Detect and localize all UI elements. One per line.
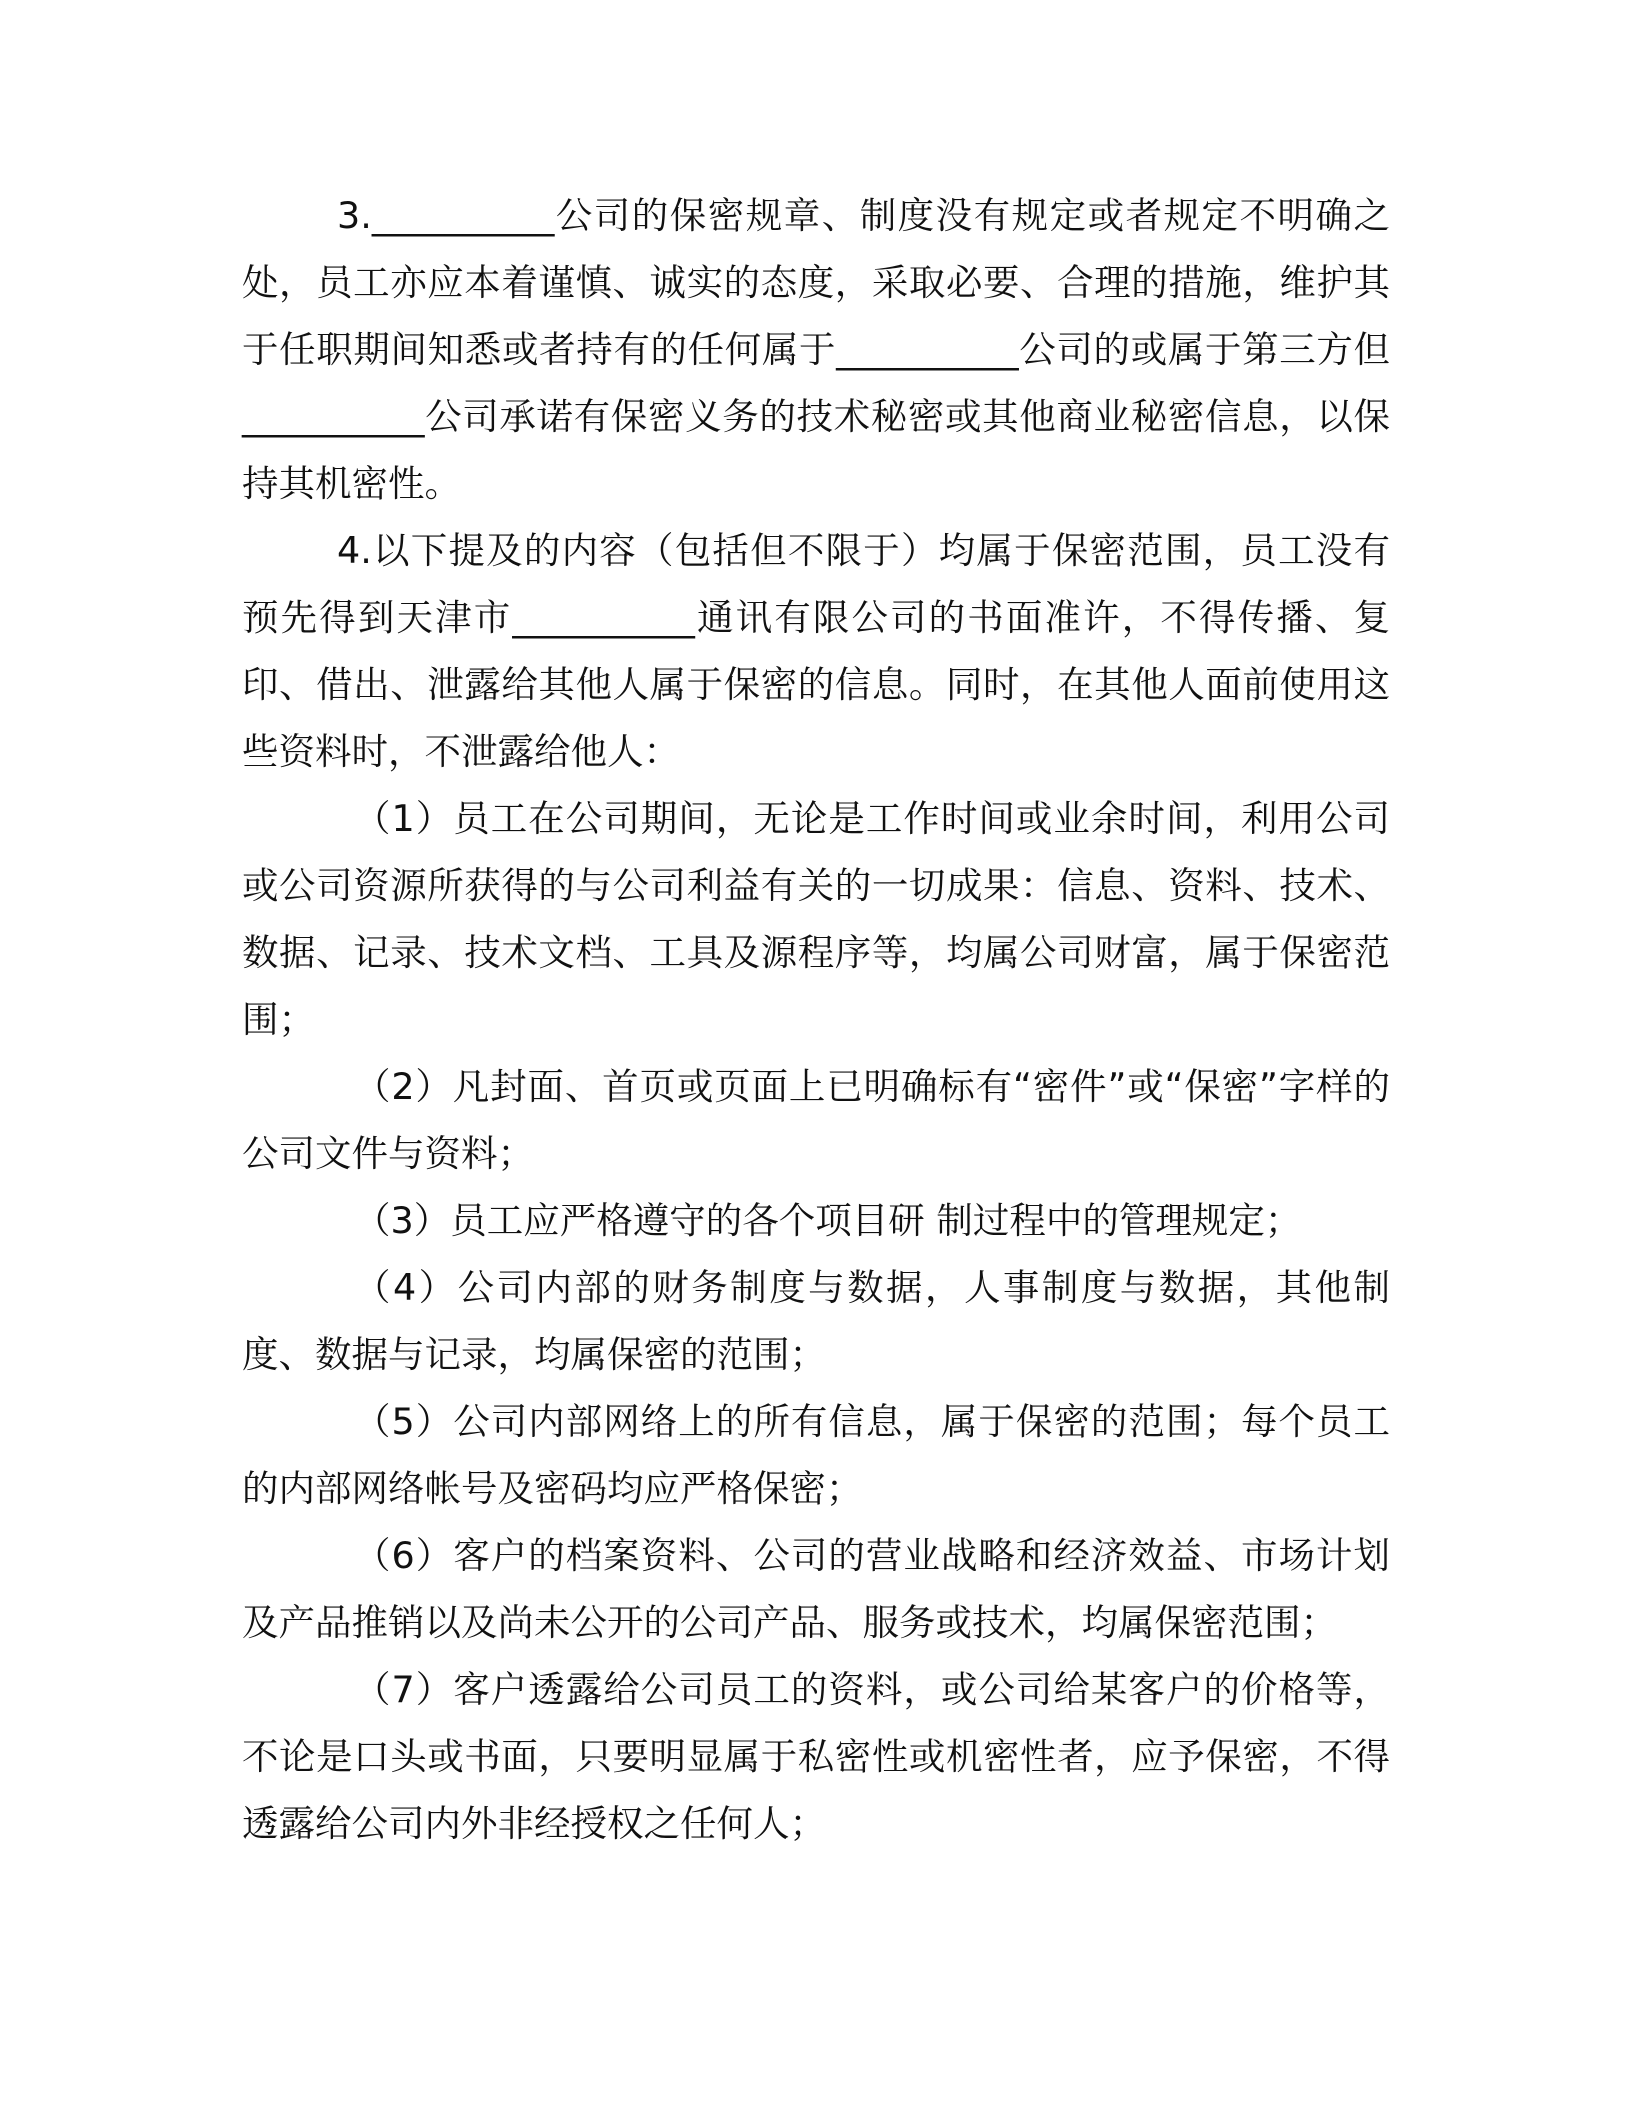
paragraph-clause-4: 4.以下提及的内容（包括但不限于）均属于保密范围，员工没有预先得到天津市__________通讯有限公司的书面准许，不得传播、复印、借出、泄露给其他人属于保密的信息。同时，在其他人面前使用这些资料时，不泄露给他人： <box>242 529 1390 773</box>
paragraph-item-3: （3）员工应严格遵守的各个项目研 制过程中的管理规定； <box>354 1199 1302 1242</box>
paragraph-clause-3: 3.__________公司的保密规章、制度没有规定或者规定不明确之处，员工亦应本着谨慎、诚实的态度，采取必要、合理的措施，维护其于任职期间知悉或者持有的任何属于__________公司的或属于第三方但__________公司承诺有保密义务的技术秘密或其他商业秘密信息，以保持其机密性。 <box>242 194 1390 505</box>
paragraph-item-4: （4）公司内部的财务制度与数据，人事制度与数据，其他制度、数据与记录，均属保密的范围； <box>242 1266 1390 1376</box>
paragraph-item-2: （2）凡封面、首页或页面上已明确标有“密件”或“保密”字样的公司文件与资料； <box>242 1065 1390 1175</box>
paragraph-item-7: （7）客户透露给公司员工的资料，或公司给某客户的价格等，不论是口头或书面，只要明显属于私密性或机密性者，应予保密，不得透露给公司内外非经授权之任何人； <box>242 1668 1390 1845</box>
paragraph-item-5: （5）公司内部网络上的所有信息，属于保密的范围；每个员工的内部网络帐号及密码均应严格保密； <box>242 1400 1390 1510</box>
document-page <box>242 182 1390 1857</box>
paragraph-item-1: （1）员工在公司期间，无论是工作时间或业余时间，利用公司或公司资源所获得的与公司利益有关的一切成果：信息、资料、技术、数据、记录、技术文档、工具及源程序等，均属公司财富，属于保密范围； <box>242 797 1390 1041</box>
paragraph-item-6: （6）客户的档案资料、公司的营业战略和经济效益、市场计划及产品推销以及尚未公开的公司产品、服务或技术，均属保密范围； <box>242 1534 1390 1644</box>
